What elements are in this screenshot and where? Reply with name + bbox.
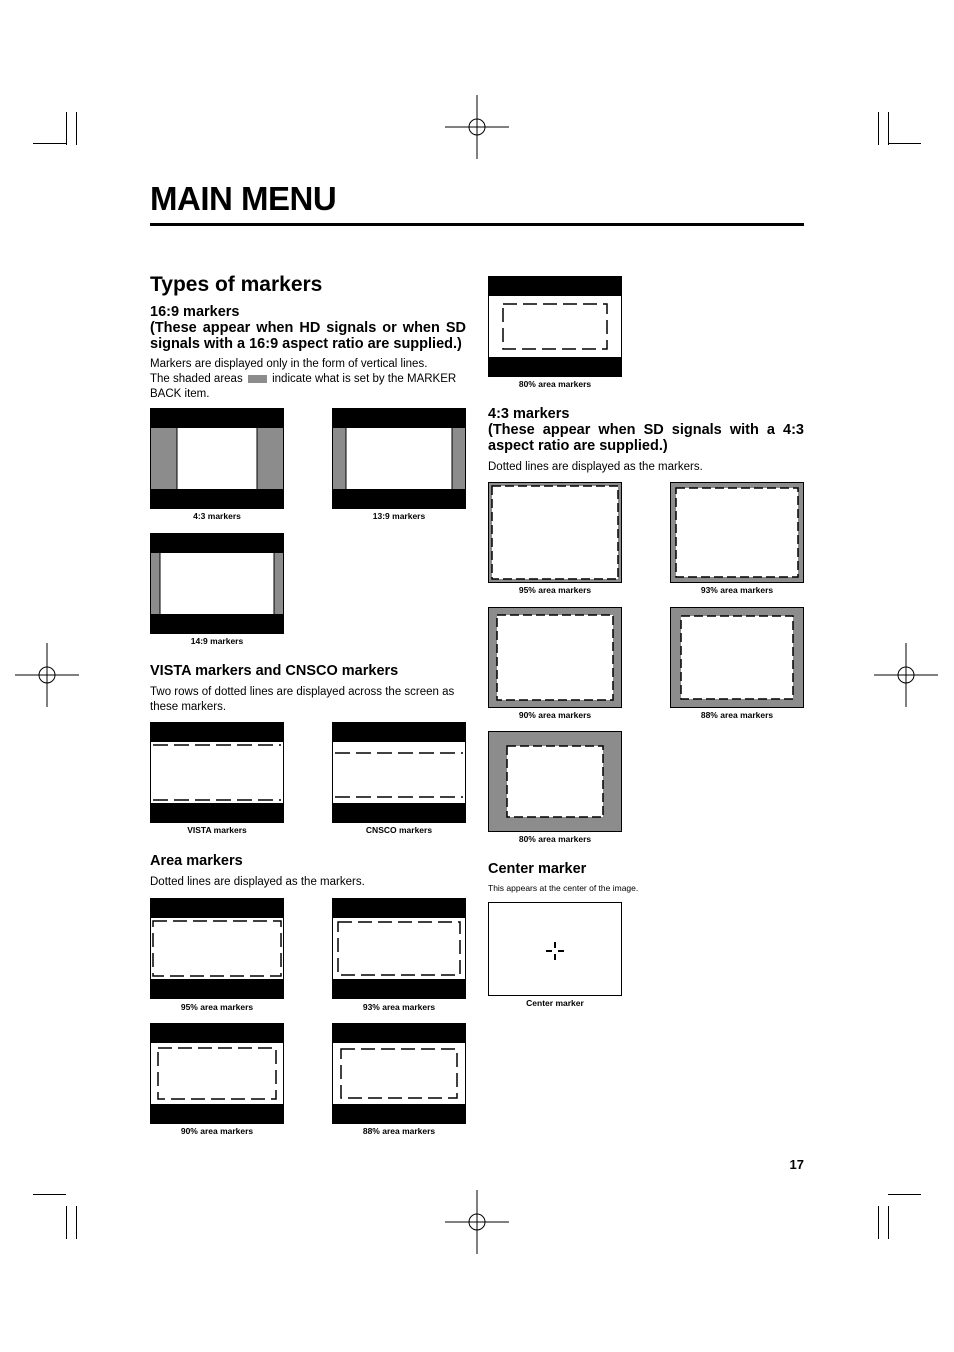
registration-mark-icon <box>445 1190 509 1254</box>
figure-43-area-95-markers <box>488 482 622 583</box>
figure-caption: 90% area markers <box>518 710 592 720</box>
figure-caption: CNSCO markers <box>365 825 433 835</box>
figure-4-3-markers <box>150 408 284 509</box>
markers-169-heading: 16:9 markers (These appear when HD signals or when SD signals with a 16:9 aspect ratio are supplied.) <box>150 304 466 352</box>
figure-caption: 88% area markers <box>362 1126 436 1136</box>
vista-description: Two rows of dotted lines are displayed across the screen as these markers. <box>150 686 455 713</box>
area-heading: Area markers <box>150 853 243 869</box>
figure-caption: 88% area markers <box>700 710 774 720</box>
registration-mark-icon <box>15 643 79 707</box>
figure-area-95-markers <box>150 898 284 999</box>
figure-cnsco-markers <box>332 722 466 823</box>
figure-caption: 93% area markers <box>362 1002 436 1012</box>
page-title: MAIN MENU <box>150 180 337 217</box>
shade-swatch <box>248 375 267 383</box>
vista-heading: VISTA markers and CNSCO markers <box>150 663 399 679</box>
center-description: This appears at the center of the image. <box>488 883 639 893</box>
figure-caption: 95% area markers <box>518 585 592 595</box>
markers-169-description: Markers are displayed only in the form of vertical lines. The shaded areas indicate what is set by the MARKER BACK item. <box>150 358 457 400</box>
figure-43-area-80-markers <box>488 731 622 832</box>
figure-area-93-markers <box>332 898 466 999</box>
markers-43-description: Dotted lines are displayed as the markers. <box>488 461 703 473</box>
figure-14-9-markers <box>150 533 284 634</box>
figure-caption: 95% area markers <box>180 1002 254 1012</box>
figure-caption: 13:9 markers <box>372 511 426 521</box>
figure-caption: 14:9 markers <box>190 636 244 646</box>
page-number: 17 <box>789 1157 804 1172</box>
figure-area-90-markers <box>150 1023 284 1124</box>
figure-caption: VISTA markers <box>187 825 247 835</box>
center-heading: Center marker <box>488 861 587 877</box>
figure-center-marker <box>488 902 622 996</box>
title-rule <box>150 223 804 226</box>
area-description: Dotted lines are displayed as the markers. <box>150 876 365 888</box>
figure-vista-markers <box>150 722 284 823</box>
figure-43-area-88-markers <box>670 607 804 708</box>
markers-43-heading: 4:3 markers (These appear when SD signals with a 4:3 aspect ratio are supplied.) <box>488 406 804 454</box>
figure-caption: 93% area markers <box>700 585 774 595</box>
figure-caption: 80% area markers <box>518 379 592 389</box>
figure-caption: 80% area markers <box>518 834 592 844</box>
section-title: Types of markers <box>150 273 323 296</box>
figure-43-area-93-markers <box>670 482 804 583</box>
figure-area-80-markers <box>488 276 622 377</box>
figure-caption: Center marker <box>526 998 584 1008</box>
figure-caption: 4:3 markers <box>193 511 241 521</box>
registration-mark-icon <box>874 643 938 707</box>
registration-mark-icon <box>445 95 509 159</box>
figure-area-88-markers <box>332 1023 466 1124</box>
figure-43-area-90-markers <box>488 607 622 708</box>
center-crosshair-icon <box>546 942 564 960</box>
figure-caption: 90% area markers <box>180 1126 254 1136</box>
figure-13-9-markers <box>332 408 466 509</box>
